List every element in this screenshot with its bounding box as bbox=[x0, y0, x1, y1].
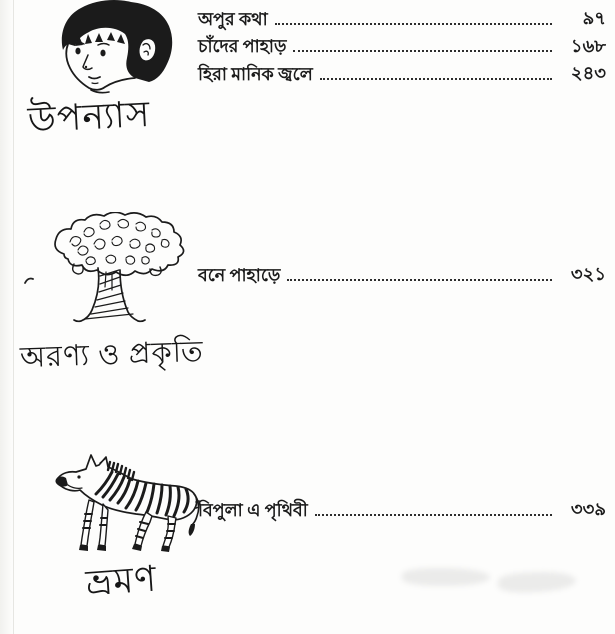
eye bbox=[77, 475, 80, 478]
nostril bbox=[85, 66, 87, 68]
section-caption-novels: উপন্যাস bbox=[26, 93, 152, 141]
entry-title: হিরা মানিক জ্বলে bbox=[198, 63, 313, 84]
toc-entry bbox=[198, 36, 606, 58]
dot-leader bbox=[287, 279, 552, 281]
chin-line bbox=[92, 83, 98, 84]
section-caption-travel: ভ্রমণ bbox=[84, 558, 159, 604]
entry-title: বিপুলা এ পৃথিবী bbox=[198, 499, 308, 520]
entry-title: বনে পাহাড়ে bbox=[198, 264, 281, 285]
ink-bleed-smudge bbox=[498, 570, 577, 594]
stray-ink-mark bbox=[24, 276, 34, 286]
toc-entry bbox=[198, 264, 606, 286]
entry-title: অপুর কথা bbox=[198, 8, 268, 29]
scan-left-edge-shade bbox=[0, 0, 13, 634]
ink-bleed-smudge bbox=[402, 568, 490, 586]
entry-page-number: ২৪৩ bbox=[570, 63, 606, 84]
right-eye bbox=[100, 50, 105, 57]
entry-page-number: ১৬৮ bbox=[570, 35, 606, 56]
dot-leader bbox=[320, 78, 552, 80]
left-eye bbox=[75, 48, 80, 55]
toc-list-forest-nature bbox=[198, 264, 606, 292]
dot-leader bbox=[315, 514, 552, 516]
trunk-outline bbox=[74, 268, 145, 321]
dot-leader bbox=[275, 23, 552, 25]
canopy-outline bbox=[55, 212, 184, 275]
toc-entry bbox=[198, 499, 606, 521]
dot-leader bbox=[293, 50, 552, 52]
toc-list-novels bbox=[198, 8, 606, 91]
tail-tuft bbox=[189, 524, 195, 536]
section-caption-forest-nature: অরণ্য ও প্রকৃতি bbox=[19, 335, 205, 375]
toc-entry bbox=[198, 63, 606, 85]
scan-gutter-line bbox=[13, 0, 14, 634]
boy-face-sketch-icon bbox=[55, 0, 185, 95]
entry-title: চাঁদের পাহাড় bbox=[198, 36, 287, 57]
entry-page-number: ৩৩৯ bbox=[570, 499, 606, 519]
mouth bbox=[89, 77, 100, 79]
front-leg-near bbox=[81, 500, 94, 546]
entry-page-number: ৯৭ bbox=[582, 8, 606, 28]
nose bbox=[83, 55, 92, 69]
entry-page-number: ৩২১ bbox=[570, 264, 606, 284]
ear bbox=[139, 38, 156, 61]
tree-sketch-icon bbox=[50, 212, 200, 327]
toc-entry bbox=[198, 8, 606, 30]
toc-list-travel bbox=[198, 499, 606, 527]
hooves bbox=[79, 544, 170, 552]
zebra-sketch-icon bbox=[52, 448, 202, 560]
